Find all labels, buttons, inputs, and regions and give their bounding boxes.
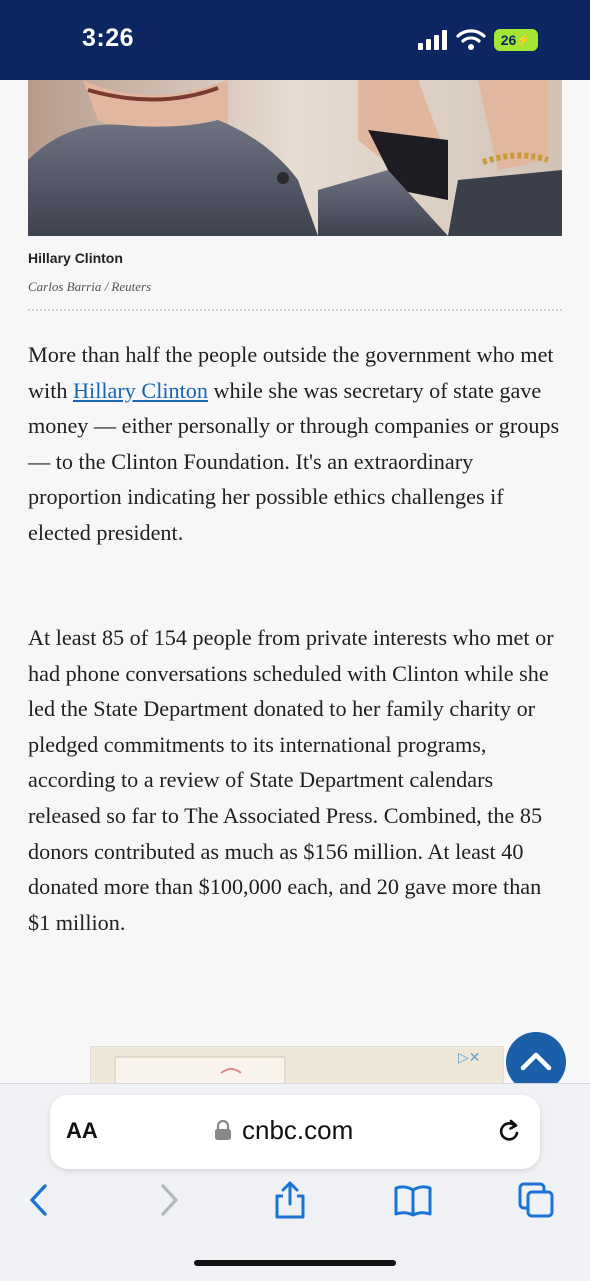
ad-close-icon[interactable]: ✕	[468, 1049, 481, 1065]
hillary-clinton-link[interactable]: Hillary Clinton	[73, 377, 208, 403]
paragraph-1-text-start: More than half the people outside the government who met with	[28, 342, 554, 403]
browser-toolbar	[0, 1083, 590, 1281]
back-icon[interactable]	[20, 1180, 60, 1220]
address-bar[interactable]	[50, 1095, 540, 1169]
lock-icon	[214, 1120, 232, 1140]
battery-icon: 26 ⚡	[494, 29, 538, 51]
article-paragraph-1	[28, 337, 563, 551]
bookmarks-icon[interactable]	[393, 1180, 433, 1220]
home-indicator[interactable]	[194, 1260, 396, 1266]
image-caption: Hillary Clinton	[28, 250, 123, 266]
caption-divider	[28, 309, 562, 311]
status-time: 3:26	[82, 24, 135, 52]
paragraph-1-text-end: while she was secretary of state gave money — either personally or through companies or groups — to the Clinton Foundation. It's an extraordinary proportion indicating her possible ethics challenges if elected president.	[28, 377, 560, 545]
article-photo	[28, 80, 562, 236]
forward-icon[interactable]	[148, 1180, 188, 1220]
cellular-signal-icon	[418, 30, 448, 50]
advertisement-banner[interactable]	[90, 1046, 504, 1088]
status-bar	[0, 0, 590, 80]
battery-level: 26	[500, 32, 517, 48]
image-credit: Carlos Barria / Reuters	[28, 279, 152, 294]
wifi-icon	[456, 27, 486, 51]
text-size-button[interactable]: AA	[66, 1118, 98, 1143]
share-icon[interactable]	[270, 1180, 310, 1220]
article-paragraph-2: At least 85 of 154 people from private interests who met or had phone conversations scheduled with Clinton while she led the State Department donated to her family charity or pledged commitments to its international programs, according to a review of State Department calendars released so far to The Associated Press. Combined, the 85 donors contributed as much as $156 million. At least 40 donated more than $100,000 each, and 20 gave more than $1 million.	[28, 625, 554, 935]
url-text[interactable]: cnbc.com	[242, 1115, 354, 1145]
ad-controls[interactable]	[458, 1049, 481, 1066]
adchoices-icon[interactable]: ▷	[458, 1049, 469, 1065]
reload-icon[interactable]	[494, 1117, 524, 1147]
tabs-icon[interactable]	[516, 1180, 556, 1220]
